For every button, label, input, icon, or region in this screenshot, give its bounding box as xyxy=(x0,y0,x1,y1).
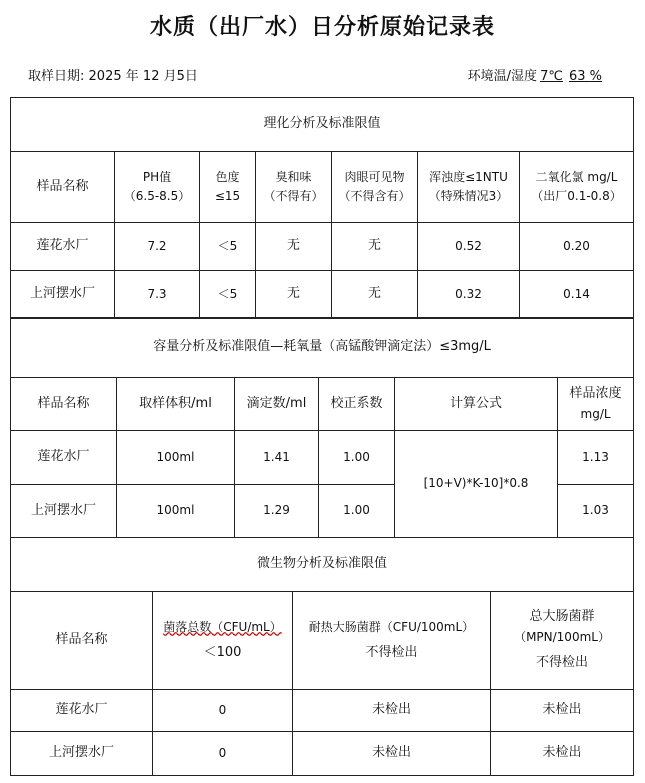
total-value: 未检出 xyxy=(491,690,634,732)
col-sample-name: 样品名称 xyxy=(11,592,153,690)
sample-name: 上河摆水厂 xyxy=(11,485,117,538)
turbidity-value: 0.32 xyxy=(418,271,520,319)
concentration-value: 1.13 xyxy=(558,431,634,485)
sample-name: 莲花水厂 xyxy=(11,431,117,485)
sample-name: 莲花水厂 xyxy=(11,690,153,732)
page-title: 水质（出厂水）日分析原始记录表 xyxy=(149,14,495,40)
date-month: 12 xyxy=(142,69,160,84)
col-sample-concentration: 样品浓度 mg/L xyxy=(558,378,634,431)
col-thermotolerant-coliform: 耐热大肠菌群（CFU/100mL） 不得检出 xyxy=(293,592,491,690)
col-titration: 滴定数/ml xyxy=(235,378,319,431)
visible-value: 无 xyxy=(332,223,418,271)
table-row xyxy=(11,431,634,485)
date-year: 2025 xyxy=(88,69,122,84)
col-visible-matter: 肉眼可见物 （不得含有） xyxy=(332,152,418,223)
colony-value: 0 xyxy=(153,732,293,776)
col-total-coliform: 总大肠菌群 （MPN/100mL） 不得检出 xyxy=(491,592,634,690)
sample-name: 莲花水厂 xyxy=(11,223,115,271)
ph-value: 7.2 xyxy=(115,223,200,271)
formula-value: [10+V)*K-10]*0.8 xyxy=(395,431,558,538)
date-day-unit: 日 xyxy=(184,69,198,84)
thermo-value: 未检出 xyxy=(293,732,491,776)
section-header-microbiological: 微生物分析及标准限值 xyxy=(11,538,634,592)
volume-value: 100ml xyxy=(117,485,235,538)
sampling-date xyxy=(28,65,198,84)
chlorine-value: 0.20 xyxy=(520,223,634,271)
color-value: ＜5 xyxy=(200,271,256,319)
col-turbidity: 浑浊度≤1NTU （特殊情况3） xyxy=(418,152,520,223)
concentration-value: 1.03 xyxy=(558,485,634,538)
sample-name: 上河摆水厂 xyxy=(11,271,115,319)
volume-value: 100ml xyxy=(117,431,235,485)
table-row xyxy=(11,271,634,319)
table-row xyxy=(11,223,634,271)
odor-value: 无 xyxy=(256,271,332,319)
turbidity-value: 0.52 xyxy=(418,223,520,271)
humidity-value: 63 % xyxy=(568,69,602,84)
col-sample-name: 样品名称 xyxy=(11,152,115,223)
date-day: 5 xyxy=(176,69,185,84)
section-header-volumetric: 容量分析及标准限值—耗氧量（高锰酸钾滴定法）≤3mg/L xyxy=(11,318,634,378)
col-color: 色度 ≤15 xyxy=(200,152,256,223)
environment-conditions xyxy=(468,65,605,84)
section-header-physicochemical: 理化分析及标准限值 xyxy=(11,98,634,152)
factor-value: 1.00 xyxy=(319,485,395,538)
col-sample-volume: 取样体积/ml xyxy=(117,378,235,431)
titration-value: 1.29 xyxy=(235,485,319,538)
odor-value: 无 xyxy=(256,223,332,271)
titration-value: 1.41 xyxy=(235,431,319,485)
env-label: 环境温/湿度 xyxy=(467,69,538,84)
visible-value: 无 xyxy=(332,271,418,319)
table-row xyxy=(11,732,634,776)
col-correction-factor: 校正系数 xyxy=(319,378,395,431)
date-month-unit: 月 xyxy=(163,69,177,84)
ph-value: 7.3 xyxy=(115,271,200,319)
thermo-value: 未检出 xyxy=(293,690,491,732)
factor-value: 1.00 xyxy=(319,431,395,485)
date-label: 取样日期: xyxy=(28,69,85,84)
colony-value: 0 xyxy=(153,690,293,732)
col-ph: PH值 （6.5-8.5） xyxy=(115,152,200,223)
date-year-unit: 年 xyxy=(125,69,139,84)
col-odor: 臭和味 （不得有） xyxy=(256,152,332,223)
physicochemical-table xyxy=(10,97,634,319)
chlorine-value: 0.14 xyxy=(520,271,634,319)
col-formula: 计算公式 xyxy=(395,378,558,431)
microbiological-table xyxy=(10,537,634,776)
volumetric-table xyxy=(10,317,634,538)
col-sample-name: 样品名称 xyxy=(11,378,117,431)
col-chlorine-dioxide: 二氧化氯 mg/L （出厂0.1-0.8） xyxy=(520,152,634,223)
color-value: ＜5 xyxy=(200,223,256,271)
col-colony-count: 菌落总数（CFU/mL） ＜100 xyxy=(153,592,293,690)
total-value: 未检出 xyxy=(491,732,634,776)
sample-name: 上河摆水厂 xyxy=(11,732,153,776)
temperature-value: 7℃ xyxy=(540,69,563,84)
table-row xyxy=(11,690,634,732)
